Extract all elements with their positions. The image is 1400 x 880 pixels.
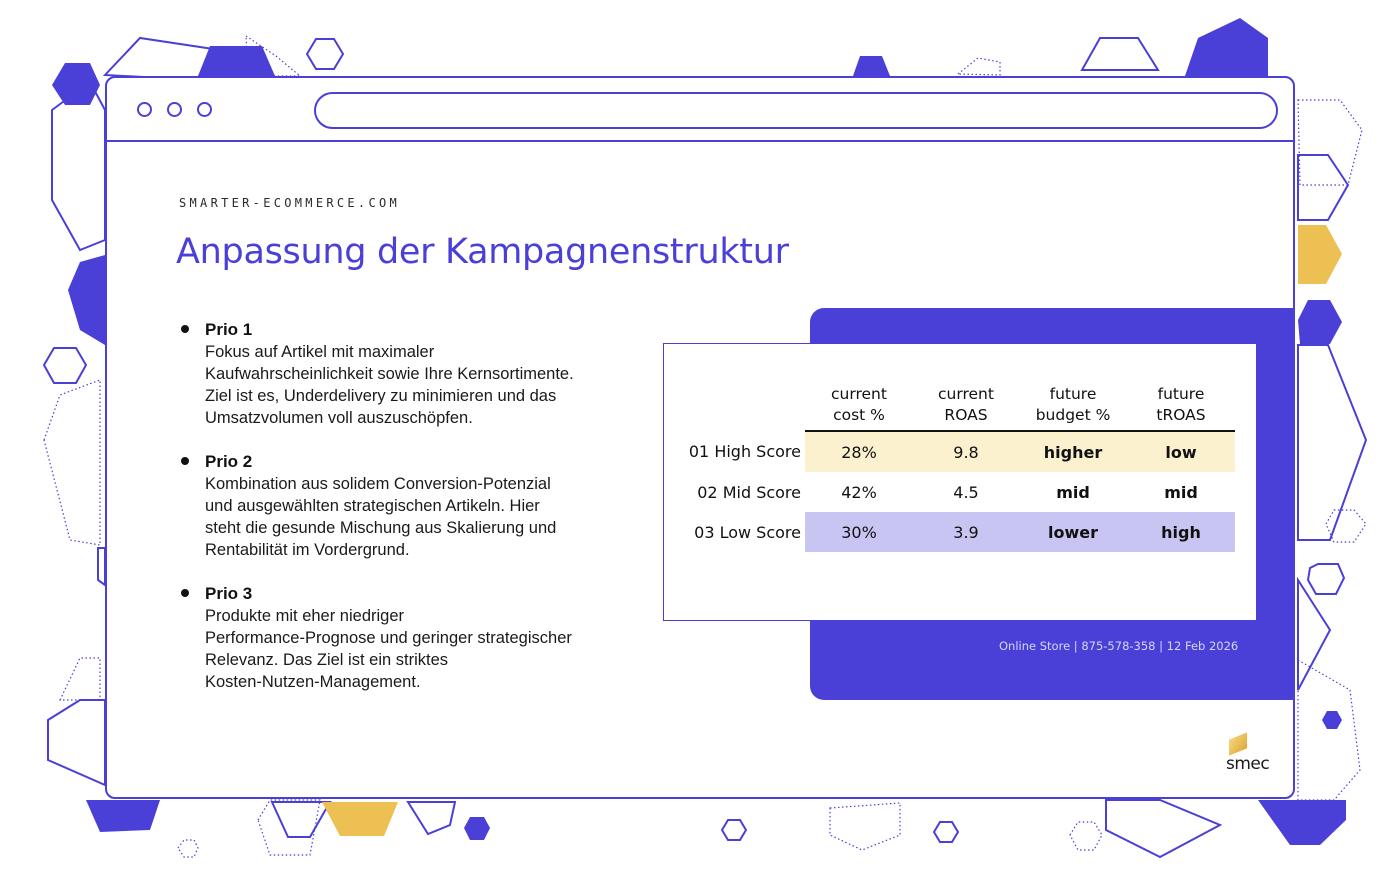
prio-text: Kombination aus solidem Conversion-Potenzial und ausgewählten strategischen Artikeln. Hier steht die gesunde Mischung aus Skalierung und Rentabilität im Vordergrund.	[205, 475, 557, 559]
table-cell: 3.9	[953, 522, 979, 542]
bullet-icon	[181, 457, 189, 465]
column-header: future budget %	[1019, 384, 1127, 431]
table-cell: high	[1161, 522, 1201, 542]
prio-text: Fokus auf Artikel mit maximaler Kaufwahrscheinlichkeit sowie Ihre Kernsortimente. Ziel ist es, Underdelivery zu minimieren und das Umsatzvolumen voll auszuschöpfen.	[205, 343, 574, 427]
priority-list	[179, 319, 639, 715]
table-cell: lower	[1048, 522, 1098, 542]
window-control-dot[interactable]	[167, 102, 182, 117]
window-control-dot[interactable]	[137, 102, 152, 117]
score-table-card	[663, 343, 1257, 621]
page-title: Anpassung der Kampagnenstruktur	[176, 232, 789, 272]
prio-heading: Prio 2	[205, 452, 253, 471]
prio-text: Produkte mit eher niedriger Performance-Prognose und geringer strategischer Relevanz. Das Ziel ist ein striktes Kosten-Nutzen-Management.	[205, 607, 572, 691]
window-control-dot[interactable]	[197, 102, 212, 117]
table-cell: higher	[1043, 442, 1103, 462]
browser-window	[105, 76, 1295, 799]
smec-logo	[1226, 736, 1276, 776]
address-bar[interactable]	[314, 92, 1278, 129]
table-row	[681, 512, 1235, 552]
column-header: future tROAS	[1127, 384, 1235, 431]
row-label: 03 Low Score	[681, 512, 805, 552]
table-cell: mid	[1164, 482, 1198, 502]
score-table	[681, 384, 1235, 552]
table-cell: mid	[1056, 482, 1090, 502]
browser-titlebar	[107, 78, 1293, 142]
table-cell: 28%	[841, 442, 877, 462]
table-row	[681, 431, 1235, 472]
prio-heading: Prio 3	[205, 584, 253, 603]
row-label: 02 Mid Score	[681, 472, 805, 512]
column-header: current cost %	[805, 384, 913, 431]
table-corner	[681, 384, 805, 431]
row-label: 01 High Score	[681, 431, 805, 472]
table-cell: 42%	[841, 482, 877, 502]
logo-wordmark: smec	[1226, 754, 1270, 774]
table-cell: 4.5	[953, 482, 979, 502]
table-cell: 9.8	[953, 442, 979, 462]
list-item	[179, 319, 639, 429]
list-item	[179, 583, 639, 693]
table-cell: 30%	[841, 522, 877, 542]
table-cell: low	[1165, 442, 1197, 462]
bullet-icon	[181, 325, 189, 333]
prio-heading: Prio 1	[205, 320, 253, 339]
column-header: current ROAS	[913, 384, 1019, 431]
site-label: SMARTER-ECOMMERCE.COM	[179, 196, 401, 210]
store-meta: Online Store | 875-578-358 | 12 Feb 2026	[999, 639, 1239, 653]
table-row	[681, 472, 1235, 512]
list-item	[179, 451, 639, 561]
logo-mark-icon	[1229, 732, 1247, 755]
bullet-icon	[181, 589, 189, 597]
